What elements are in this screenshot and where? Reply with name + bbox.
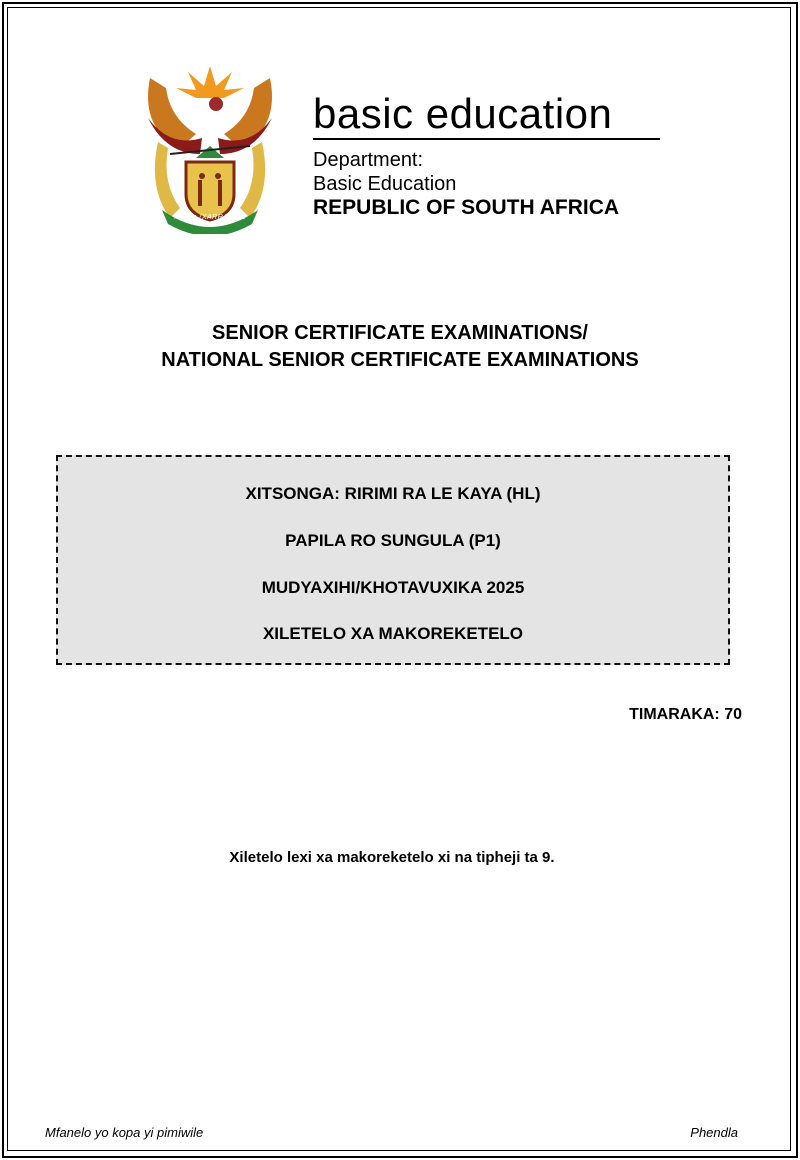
exam-title-line-2: NATIONAL SENIOR CERTIFICATE EXAMINATIONS xyxy=(161,349,639,371)
brand-name: basic education xyxy=(313,90,613,137)
brand-rule xyxy=(313,138,660,140)
exam-session: MUDYAXIHI/KHOTAVUXIKA 2025 xyxy=(261,578,525,597)
document-type: XILETELO XA MAKOREKETELO xyxy=(262,624,524,643)
department-name: Basic Education xyxy=(313,173,457,195)
exam-title-line-1: SENIOR CERTIFICATE EXAMINATIONS/ xyxy=(212,322,588,344)
coat-of-arms-logo xyxy=(140,58,280,234)
page-count-note: Xiletelo lexi xa makoreketelo xi na tipheji ta 9. xyxy=(229,849,555,866)
total-marks: TIMARAKA: 70 xyxy=(629,706,742,723)
copyright-notice: Mfanelo yo kopa yi pimiwile xyxy=(45,1125,204,1140)
country-name: REPUBLIC OF SOUTH AFRICA xyxy=(313,196,620,219)
paper-number: PAPILA RO SUNGULA (P1) xyxy=(285,531,501,550)
crest-motto: !KE E: /XARRA //KE xyxy=(174,214,246,221)
department-label: Department: xyxy=(313,149,424,171)
turn-over-note: Phendla xyxy=(690,1125,738,1140)
subject: XITSONGA: RIRIMI RA LE KAYA (HL) xyxy=(245,484,541,503)
paper-info-box xyxy=(56,455,730,665)
